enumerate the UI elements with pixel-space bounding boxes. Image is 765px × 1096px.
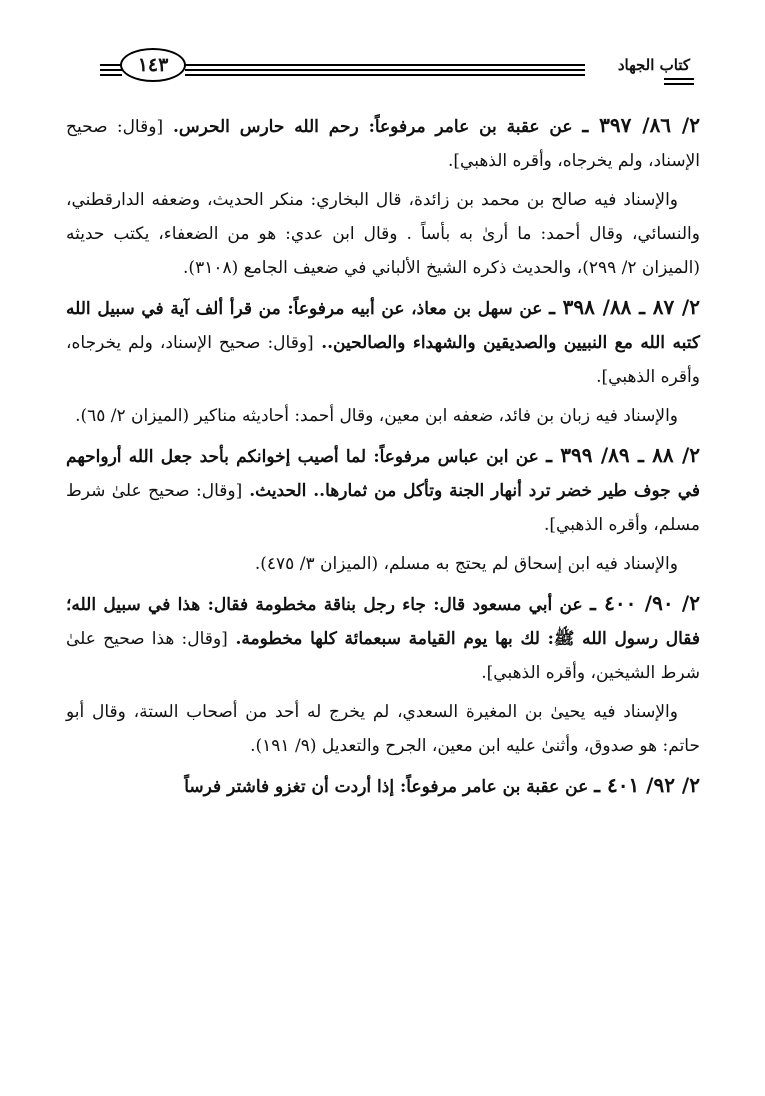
- hadith-entry: [66, 438, 700, 542]
- hadith-reference-number: ٢/ ٨٧ ـ ٨٨/ ٣٩٨ ـ: [549, 295, 700, 319]
- header-rule: [185, 69, 585, 71]
- header-rule: [185, 64, 585, 66]
- hadith-reference-number: ٢/ ٨٦/ ٣٩٧ ـ: [582, 113, 700, 137]
- header-rule: [185, 74, 585, 76]
- hadith-text: عن ابن عباس مرفوعاً: لما أصيب إخوانكم بأحد جعل الله أرواحهم في جوف طير خضر ترد أنهار الجنة وتأكل من ثمارها.. الحديث.: [66, 447, 701, 501]
- hadith-entry: [66, 108, 700, 178]
- isnad-commentary: والإسناد فيه زبان بن فائد، ضعفه ابن معين، وقال أحمد: أحاديثه مناكير (الميزان ٢/ ٦٥).: [75, 406, 678, 426]
- hadith-text: عن عقبة بن عامر مرفوعاً: إذا أردت أن تغزو فاشتر فرساً: [184, 777, 589, 797]
- page-number: ١٤٣: [120, 48, 186, 82]
- isnad-commentary: والإسناد فيه ابن إسحاق لم يحتج به مسلم، (الميزان ٣/ ٤٧٥).: [254, 554, 678, 574]
- hadith-reference-number: ٢/ ٩٢/ ٤٠١ ـ: [594, 773, 700, 797]
- header-rule: [664, 78, 694, 80]
- header-rule: [100, 64, 122, 66]
- hadith-reference-number: ٢/ ٩٠/ ٤٠٠ ـ: [589, 591, 700, 615]
- page-content: [66, 108, 700, 809]
- hadith-grading: [وقال: صحيح الإسناد، ولم يخرجاه، وأقره الذهبي].: [66, 333, 700, 387]
- header-rule: [664, 83, 694, 85]
- hadith-entry: [66, 768, 700, 804]
- book-title: كتاب الجهاد: [617, 56, 690, 74]
- hadith-reference-number: ٢/ ٨٨ ـ ٨٩/ ٣٩٩ ـ: [546, 443, 700, 467]
- hadith-text: عن عقبة بن عامر مرفوعاً: رحم الله حارس الحرس.: [172, 117, 573, 137]
- header-rule: [100, 69, 122, 71]
- isnad-commentary: والإسناد فيه صالح بن محمد بن زائدة، قال البخاري: منكر الحديث، وضعفه الدارقطني، والنسائي، وقال أحمد: ما أرىٰ به بأساً . وقال ابن عدي: هو من الضعفاء، يكتب حديثه (الميزان ٢/ ٢٩٩)، والحديث ذكره الشيخ الألباني في ضعيف الجامع (٣١٠٨).: [66, 190, 700, 278]
- hadith-entry: [66, 586, 700, 690]
- hadith-entry: [66, 290, 700, 394]
- header-rule: [100, 74, 122, 76]
- hadith-grading: [وقال: صحيح الإسناد، ولم يخرجاه، وأقره الذهبي].: [66, 117, 700, 171]
- hadith-text: عن أبي مسعود قال: جاء رجل بناقة مخطومة فقال: هذا في سبيل الله؛ فقال رسول الله ﷺ: لك بها يوم القيامة سبعمائة كلها مخطومة.: [66, 595, 700, 649]
- page-header: [90, 40, 690, 90]
- hadith-grading: [وقال: هذا صحيح علىٰ شرط الشيخين، وأقره الذهبي].: [66, 629, 700, 683]
- isnad-commentary: والإسناد فيه يحيىٰ بن المغيرة السعدي، لم يخرج له أحد من أصحاب الستة، وقال أبو حاتم: هو صدوق، وأثنىٰ عليه ابن معين، الجرح والتعديل (٩/ ١٩١).: [66, 702, 700, 756]
- hadith-text: عن سهل بن معاذ، عن أبيه مرفوعاً: من قرأ ألف آية في سبيل الله كتبه الله مع النبيين والصديقين والشهداء والصالحين..: [66, 299, 700, 353]
- hadith-grading: [وقال: صحيح علىٰ شرط مسلم، وأقره الذهبي].: [66, 481, 700, 535]
